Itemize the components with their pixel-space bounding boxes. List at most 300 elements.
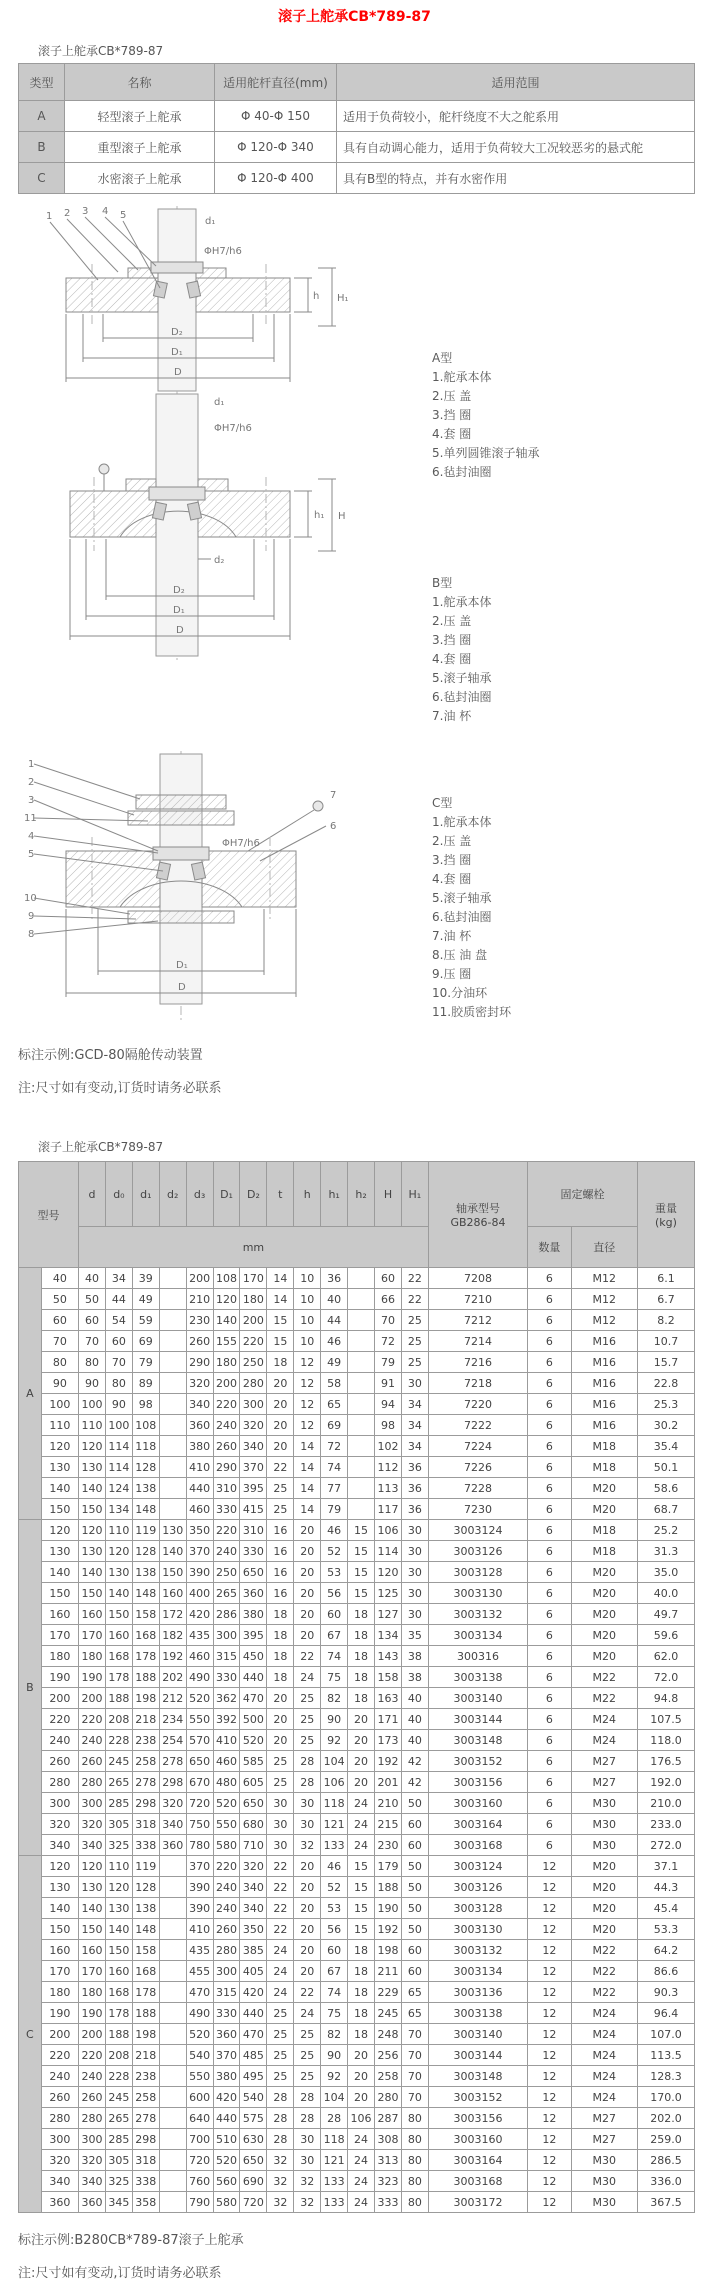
value-cell: 16 [267,1562,294,1583]
part-item: 8.压 油 盘 [432,948,488,962]
spec-header-diameter: 适用舵杆直径(mm) [215,64,337,101]
value-cell: 30 [401,1373,428,1394]
value-cell: 380 [186,1436,213,1457]
value-cell: 680 [240,1814,267,1835]
section-label: A [19,1268,42,1520]
value-cell: 31.3 [637,1541,694,1562]
value-cell: 130 [105,1562,132,1583]
value-cell: 3003124 [428,1520,527,1541]
dim-table-row [19,1352,695,1373]
model-cell: 140 [41,1898,78,1919]
value-cell: 12 [528,1898,571,1919]
value-cell: 25 [294,2024,321,2045]
value-cell: 40 [79,1268,106,1289]
value-cell: 133 [321,2192,348,2213]
diagram-c-parts [432,794,700,1022]
value-cell: 190 [375,1898,402,1919]
value-cell: 12 [294,1415,321,1436]
value-cell: 22.8 [637,1373,694,1394]
value-cell: 370 [186,1541,213,1562]
value-cell: 20 [348,1709,375,1730]
value-cell: 192 [159,1646,186,1667]
value-cell: 6 [528,1793,571,1814]
value-cell: 178 [105,1667,132,1688]
value-cell: 12 [294,1352,321,1373]
value-cell: 340 [186,1394,213,1415]
value-cell: 25 [267,2024,294,2045]
dim-table-row [19,1814,695,1835]
value-cell: 290 [186,1352,213,1373]
dim-table-row [19,1667,695,1688]
value-cell: 25 [267,1751,294,1772]
value-cell: 6 [528,1331,571,1352]
marking-example-note: 标注示例:GCD-80隔舱传动装置 [18,1048,203,1063]
value-cell: 700 [186,2129,213,2150]
value-cell: 340 [240,1877,267,1898]
value-cell: 25 [267,2003,294,2024]
value-cell [159,1394,186,1415]
value-cell: 128 [132,1877,159,1898]
value-cell: 121 [321,1814,348,1835]
value-cell: 3003168 [428,2171,527,2192]
value-cell: 490 [186,1667,213,1688]
part-item: 4.套 圈 [432,872,472,886]
value-cell: M16 [571,1331,637,1352]
value-cell: 14 [267,1289,294,1310]
value-cell: 150 [159,1562,186,1583]
part-item: 7.油 杯 [432,929,472,943]
value-cell: 67 [321,1625,348,1646]
bearing-header-line1: 轴承型号 [456,1202,500,1215]
model-cell: 280 [41,1772,78,1793]
dim-table-row [19,1373,695,1394]
housing-right-shape [196,278,290,312]
value-cell: 130 [79,1541,106,1562]
value-cell: 188 [132,2003,159,2024]
value-cell: 265 [105,2108,132,2129]
value-cell: 600 [186,2087,213,2108]
section-label: C [19,1856,42,2213]
value-cell: 3003134 [428,1625,527,1646]
value-cell: 102 [375,1436,402,1457]
value-cell: 750 [186,1814,213,1835]
value-cell: 70 [79,1331,106,1352]
value-cell: 14 [294,1457,321,1478]
value-cell: M24 [571,1709,637,1730]
value-cell: 79 [132,1352,159,1373]
value-cell: 360 [79,2192,106,2213]
value-cell: 18 [267,1625,294,1646]
weight-header-line2: (kg) [654,1216,677,1229]
value-cell: 570 [186,1730,213,1751]
value-cell: 138 [132,1478,159,1499]
value-cell: 350 [186,1520,213,1541]
value-cell [159,2045,186,2066]
value-cell: 12 [528,2066,571,2087]
value-cell: 3003144 [428,1709,527,1730]
model-cell: 190 [41,2003,78,2024]
diagram-a-drawing [8,206,428,394]
value-cell: 280 [79,2108,106,2129]
value-cell: M22 [571,1688,637,1709]
value-cell: 15.7 [637,1352,694,1373]
value-cell: 106 [375,1520,402,1541]
value-cell [348,1478,375,1499]
value-cell: 305 [105,2150,132,2171]
value-cell: 190 [79,1667,106,1688]
value-cell: M24 [571,1730,637,1751]
value-cell: M30 [571,2192,637,2213]
value-cell: 22 [401,1268,428,1289]
value-cell: 32 [267,2192,294,2213]
value-cell: 30 [294,2150,321,2171]
value-cell: 133 [321,2171,348,2192]
value-cell: 22 [294,1982,321,2003]
value-cell: 15 [348,1562,375,1583]
value-cell: 24 [267,1961,294,1982]
value-cell: 91 [375,1373,402,1394]
value-cell [159,1940,186,1961]
value-cell [348,1289,375,1310]
value-cell: 125 [375,1583,402,1604]
value-cell: M22 [571,1982,637,2003]
value-cell: 74 [321,1457,348,1478]
value-cell: 320 [240,1856,267,1877]
value-cell: 390 [186,1898,213,1919]
part-item: 2.压 盖 [432,614,472,628]
value-cell: 140 [79,1562,106,1583]
value-cell: 7228 [428,1478,527,1499]
value-cell: 119 [132,1520,159,1541]
callout-6: 6 [330,821,337,832]
dim-col-header: d₃ [186,1162,213,1227]
value-cell: 20 [294,1604,321,1625]
spec-diameter-cell: Φ 120-Φ 400 [215,163,337,194]
value-cell: 3003132 [428,1940,527,1961]
diagram-b-parts [432,574,700,726]
diagram-c-title: C型 [432,796,453,810]
value-cell: 25 [294,1709,321,1730]
value-cell: 20 [294,1520,321,1541]
value-cell: 6 [528,1751,571,1772]
model-cell: 80 [41,1352,78,1373]
part-item: 3.挡 圈 [432,408,472,422]
value-cell: 138 [132,1898,159,1919]
value-cell: 34 [105,1268,132,1289]
spec-type-cell: B [19,132,65,163]
value-cell: 3003152 [428,1751,527,1772]
value-cell [159,2066,186,2087]
value-cell: M27 [571,2108,637,2129]
value-cell: 7226 [428,1457,527,1478]
value-cell: 10 [294,1331,321,1352]
value-cell: 18 [267,1646,294,1667]
value-cell: 258 [375,2066,402,2087]
value-cell: 550 [213,1814,240,1835]
value-cell: 18 [348,1940,375,1961]
value-cell: 575 [240,2108,267,2129]
value-cell: 3003134 [428,1961,527,1982]
value-cell: 240 [79,2066,106,2087]
value-cell: 20 [348,2045,375,2066]
value-cell: 580 [213,1835,240,1856]
value-cell: 18 [267,1667,294,1688]
value-cell [159,1898,186,1919]
value-cell: 3003128 [428,1562,527,1583]
value-cell: 201 [375,1772,402,1793]
value-cell: 46 [321,1856,348,1877]
model-cell: 240 [41,1730,78,1751]
diagrams-section [0,206,709,1028]
value-cell: 114 [375,1541,402,1562]
value-cell: 14 [294,1478,321,1499]
value-cell: M30 [571,1835,637,1856]
value-cell: 510 [213,2129,240,2150]
value-cell: 98 [132,1394,159,1415]
section-label: B [19,1520,42,1856]
dim-col-header: d [79,1162,106,1227]
model-cell: 90 [41,1373,78,1394]
dims-header-row2 [19,1227,695,1268]
value-cell: 234 [159,1709,186,1730]
value-cell: 520 [240,1730,267,1751]
value-cell: 298 [159,1772,186,1793]
value-cell: 75 [321,2003,348,2024]
value-cell: 35.0 [637,1562,694,1583]
value-cell: 60 [401,1814,428,1835]
value-cell: 50 [401,1919,428,1940]
value-cell: 260 [213,1919,240,1940]
value-cell: 265 [213,1583,240,1604]
model-cell: 120 [41,1856,78,1877]
value-cell: 272.0 [637,1835,694,1856]
value-cell: 28 [294,2108,321,2129]
value-cell: M30 [571,2171,637,2192]
spec-row-b [19,132,695,163]
spec-header-row [19,64,695,101]
value-cell: 340 [159,1814,186,1835]
value-cell: 198 [375,1940,402,1961]
value-cell: 7214 [428,1331,527,1352]
value-cell: 69 [132,1331,159,1352]
value-cell: 40 [321,1289,348,1310]
value-cell: 3003126 [428,1877,527,1898]
value-cell: 70 [401,2087,428,2108]
value-cell: 240 [213,1877,240,1898]
value-cell: 20 [348,1730,375,1751]
model-cell: 300 [41,2129,78,2150]
value-cell: 168 [105,1982,132,2003]
value-cell: 90 [321,1709,348,1730]
value-cell: 287 [375,2108,402,2129]
model-cell: 140 [41,1478,78,1499]
value-cell: 15 [348,1520,375,1541]
value-cell: 90 [79,1373,106,1394]
housing-left-shape [70,491,156,537]
value-cell: 120 [79,1856,106,1877]
value-cell: 790 [186,2192,213,2213]
value-cell: 134 [105,1499,132,1520]
value-cell: 79 [321,1499,348,1520]
value-cell: M27 [571,2129,637,2150]
value-cell: 3003156 [428,2108,527,2129]
value-cell: M30 [571,1793,637,1814]
part-item: 7.油 杯 [432,709,472,723]
value-cell: 410 [186,1919,213,1940]
value-cell: M22 [571,1961,637,1982]
value-cell: M20 [571,1898,637,1919]
value-cell: 148 [132,1499,159,1520]
dim-col-header: t [267,1162,294,1227]
value-cell: 178 [132,1646,159,1667]
unit-header: mm [79,1227,429,1268]
value-cell: 65 [401,1982,428,2003]
value-cell: 3003144 [428,2045,527,2066]
value-cell: 6 [528,1604,571,1625]
value-cell: 20 [294,1625,321,1646]
value-cell: 420 [240,1982,267,2003]
dim-label-H: H [338,511,346,522]
value-cell: 20 [348,2087,375,2108]
value-cell [159,2108,186,2129]
callout-3: 3 [82,206,89,217]
model-cell: 220 [41,1709,78,1730]
value-cell: 12 [528,2108,571,2129]
value-cell: 110 [105,1520,132,1541]
value-cell: 54 [105,1310,132,1331]
value-cell: 460 [213,1751,240,1772]
value-cell: 108 [132,1415,159,1436]
value-cell: 238 [132,1730,159,1751]
value-cell: 6 [528,1436,571,1457]
value-cell: 68.7 [637,1499,694,1520]
value-cell: 60 [105,1331,132,1352]
model-cell: 260 [41,2087,78,2108]
callout-2: 2 [64,208,71,219]
model-cell: 280 [41,2108,78,2129]
value-cell: 172 [159,1604,186,1625]
callout-4: 4 [28,831,35,842]
value-cell: 25 [401,1352,428,1373]
value-cell: 298 [132,2129,159,2150]
value-cell: 6 [528,1730,571,1751]
value-cell: 94 [375,1394,402,1415]
value-cell: 330 [213,1667,240,1688]
value-cell: 12 [528,1856,571,1877]
value-cell: 370 [240,1457,267,1478]
value-cell: 240 [213,1898,240,1919]
value-cell [348,1331,375,1352]
value-cell: 7208 [428,1268,527,1289]
value-cell: 20 [294,1940,321,1961]
housing-right-shape [202,851,296,907]
value-cell: 520 [186,2024,213,2045]
value-cell: 118 [321,1793,348,1814]
value-cell: M18 [571,1520,637,1541]
value-cell: 202 [159,1667,186,1688]
value-cell: 50 [401,1793,428,1814]
value-cell: 392 [213,1709,240,1730]
value-cell: 70 [401,2024,428,2045]
value-cell: 14 [267,1268,294,1289]
spec-range-cell: 具有B型的特点，并有水密作用 [337,163,695,194]
value-cell: M20 [571,1625,637,1646]
value-cell: 313 [375,2150,402,2171]
value-cell: 20 [294,1961,321,1982]
dim-label-D: D [176,625,184,636]
value-cell [159,1436,186,1457]
weight-header-line1: 重量 [654,1202,677,1215]
value-cell: 80 [401,2171,428,2192]
value-cell: 155 [213,1331,240,1352]
value-cell: 340 [240,1436,267,1457]
value-cell: 330 [213,1499,240,1520]
value-cell: 58 [321,1373,348,1394]
dim-label-D1: D₁ [173,605,185,616]
value-cell: 12 [528,1919,571,1940]
dim-table-row [19,1877,695,1898]
value-cell: 188 [375,1877,402,1898]
value-cell: 12 [528,2192,571,2213]
value-cell: 20 [348,2066,375,2087]
callout-3: 3 [28,795,35,806]
value-cell: 6 [528,1394,571,1415]
value-cell: 455 [186,1961,213,1982]
value-cell: 130 [159,1520,186,1541]
value-cell: 560 [213,2171,240,2192]
value-cell: 50.1 [637,1457,694,1478]
value-cell: M22 [571,1667,637,1688]
value-cell: 3003130 [428,1583,527,1604]
value-cell: 59 [132,1310,159,1331]
dim-table-row [19,1856,695,1877]
value-cell: 710 [240,1835,267,1856]
value-cell: 24 [348,2192,375,2213]
value-cell: 15 [267,1331,294,1352]
value-cell: 254 [159,1730,186,1751]
model-header: 型号 [19,1162,79,1268]
value-cell: 400 [186,1583,213,1604]
spec-name-cell: 重型滚子上舵承 [65,132,215,163]
value-cell: 32 [294,1835,321,1856]
value-cell: 25 [267,1478,294,1499]
value-cell: 106 [348,2108,375,2129]
dim-table-row [19,1583,695,1604]
value-cell: 190 [79,2003,106,2024]
value-cell: 16 [267,1583,294,1604]
dim-label-D2: D₂ [171,327,183,338]
part-item: 6.毡封油圈 [432,690,492,704]
value-cell: 410 [186,1457,213,1478]
dim-table-row [19,2108,695,2129]
value-cell: 238 [132,2066,159,2087]
value-cell: 74 [321,1982,348,2003]
value-cell: 6 [528,1415,571,1436]
model-cell: 140 [41,1562,78,1583]
value-cell: 10.7 [637,1331,694,1352]
dim-table-row [19,1331,695,1352]
value-cell: 25.2 [637,1520,694,1541]
value-cell: 3003138 [428,2003,527,2024]
value-cell: 15 [348,1919,375,1940]
value-cell [159,1877,186,1898]
value-cell: 308 [375,2129,402,2150]
value-cell: 12 [528,1877,571,1898]
value-cell: 12 [528,2129,571,2150]
value-cell: 35 [401,1625,428,1646]
value-cell: 18 [348,1667,375,1688]
value-cell: M16 [571,1394,637,1415]
